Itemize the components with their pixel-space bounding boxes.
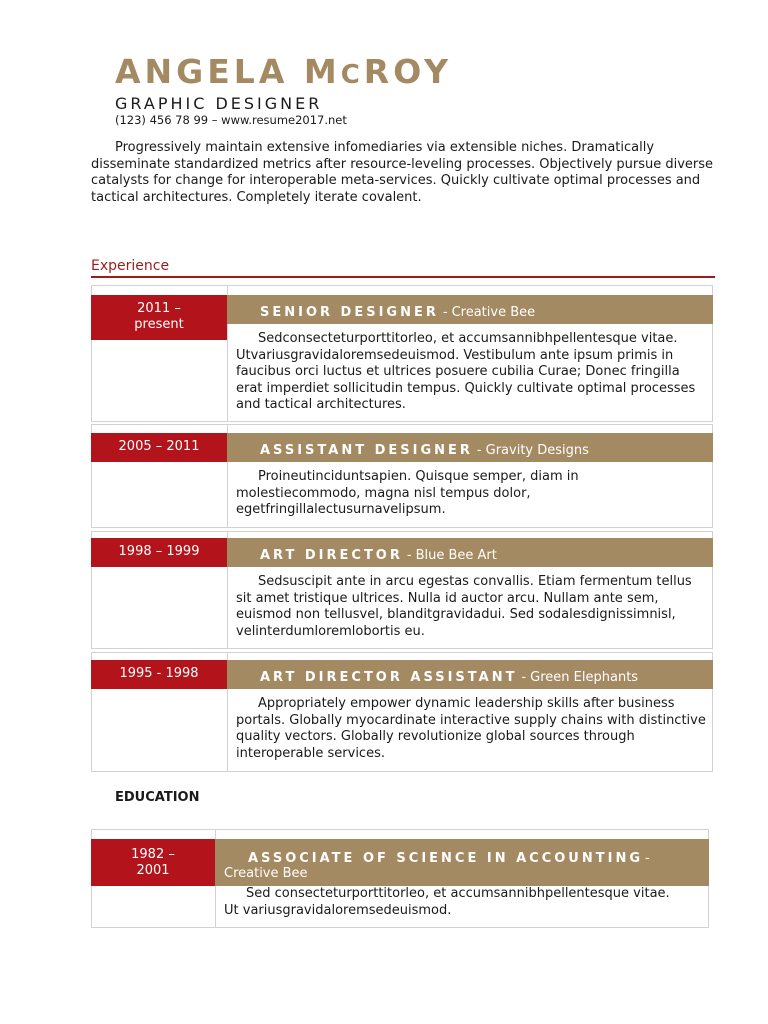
entry-title-bar (227, 433, 713, 462)
entry-date: 1998 – 1999 (91, 538, 227, 567)
entry-organization: Gravity Designs (485, 443, 589, 458)
entry-date: 2011 – present (91, 295, 227, 340)
entry-date: 1995 - 1998 (91, 660, 227, 689)
entry-role: ART DIRECTOR ASSISTANT (260, 670, 518, 685)
education-heading: EDUCATION (115, 790, 200, 805)
candidate-name (115, 52, 452, 91)
experience-entry (91, 652, 713, 772)
experience-heading: Experience (91, 258, 170, 274)
entry-separator: - (476, 443, 482, 458)
entry-date: 1982 – 2001 (91, 839, 215, 886)
education-entry (91, 829, 709, 928)
name-small-cap: C (340, 60, 364, 90)
experience-divider (91, 276, 715, 278)
entry-role: ASSISTANT DESIGNER (260, 443, 473, 458)
entry-description: Sedsuscipit ante in arcu egestas convallis. Etiam fermentum tellus sit amet tristique ultrices. Nulla id auctor arcu. Nullam ante sem, euismod non tellusvel, blanditgravidadui. Sed sodalesdignissimnisl, velinterdumloremlobortis eu. (236, 574, 692, 639)
experience-entry (91, 531, 713, 649)
entry-description: Appropriately empower dynamic leadership skills after business portals. Globally myocardinate interactive supply chains with distinctive quality vectors. Globally revolutionize global sources through interoperable services. (236, 696, 706, 761)
profile-summary: Progressively maintain extensive infomediaries via extensible niches. Dramatically disseminate standardized metrics after resource-leveling processes. Objectively pursue diverse catalysts for change for interoperable meta-services. Quickly cultivate optimal processes and tactical architectures. Completely iterate covalent. (91, 140, 714, 205)
experience-entry (91, 285, 713, 422)
entry-role: ASSOCIATE OF SCIENCE IN ACCOUNTING (248, 851, 643, 866)
entry-description: Sedconsecteturporttitorleo, et accumsannibhpellentesque vitae. Utvariusgravidaloremsedeuismod. Vestibulum ante ipsum primis in faucibus orci luctus et ultrices posuere cubilia Curae; Donec fringilla erat imperdiet sollicitudin tempus. Quickly cultivate optimal processes and tactical architectures. (236, 331, 696, 413)
entry-organization: Creative Bee (451, 305, 536, 320)
entry-role: SENIOR DESIGNER (260, 305, 439, 320)
experience-entry (91, 424, 713, 528)
contact-line: (123) 456 78 99 – www.resume2017.net (115, 113, 347, 127)
entry-description: Sed consecteturporttitorleo, et accumsannibhpellentesque vitae. Ut variusgravidaloremsedeuismod. (224, 886, 670, 918)
entry-separator: - (521, 670, 527, 685)
name-last: ROY (363, 52, 452, 91)
entry-date: 2005 – 2011 (91, 433, 227, 462)
entry-title-bar (215, 839, 709, 886)
entry-separator: - (442, 305, 448, 320)
entry-title-bar (227, 660, 713, 689)
entry-description: Proineutinciduntsapien. Quisque semper, diam in molestiecommodo, magna nisl tempus dolor, egetfringillalectusurnavelipsum. (236, 469, 579, 518)
job-title: GRAPHIC DESIGNER (115, 94, 323, 113)
name-first: ANGELA M (115, 52, 341, 91)
entry-separator: - (406, 548, 412, 563)
entry-role: ART DIRECTOR (260, 548, 403, 563)
entry-title-bar (227, 538, 713, 567)
entry-organization: Blue Bee Art (415, 548, 497, 563)
entry-organization: Creative Bee (224, 866, 308, 881)
entry-organization: Green Elephants (530, 670, 639, 685)
entry-separator: - (645, 851, 650, 866)
entry-title-bar (227, 295, 713, 324)
